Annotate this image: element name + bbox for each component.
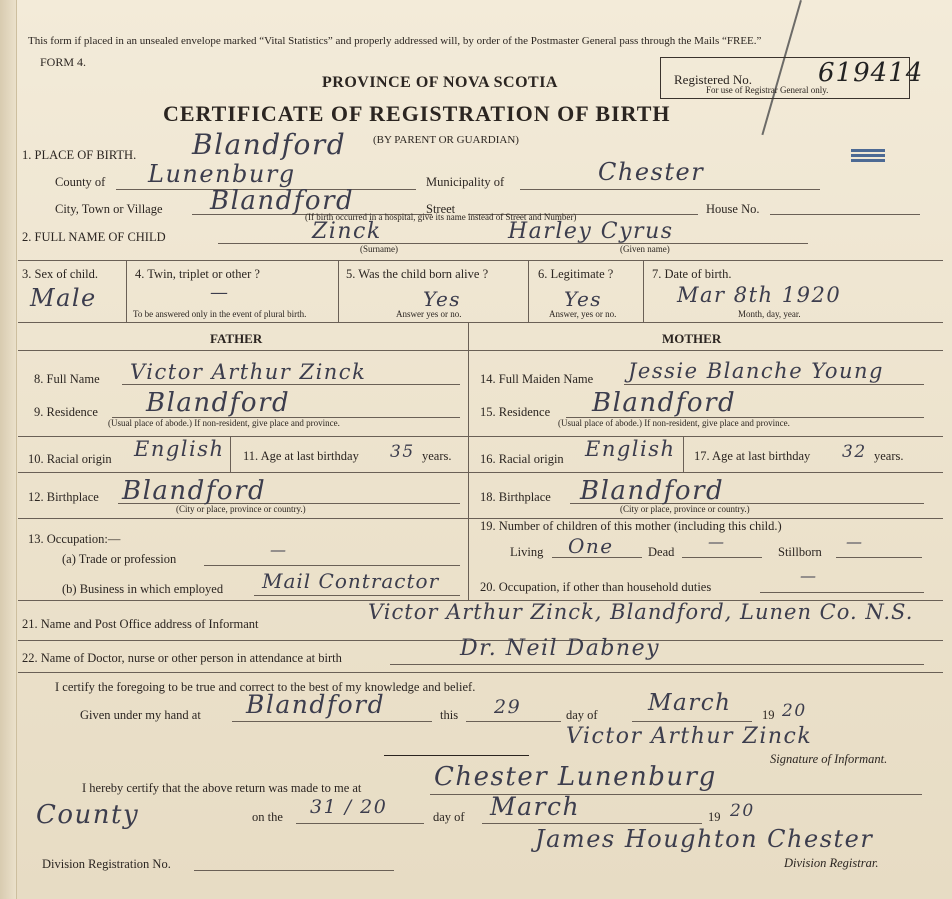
dead-line: [682, 557, 762, 558]
registrar-signature: James Houghton Chester: [535, 825, 874, 853]
rule-row3-top: [18, 260, 943, 261]
alive-note: Answer yes or no.: [396, 309, 462, 319]
trade-value: —: [270, 540, 288, 559]
business-line: [254, 595, 460, 596]
paper-left-edge: [0, 0, 17, 899]
house-number-line: [770, 214, 920, 215]
street-label: Street: [426, 202, 456, 216]
father-occupation-label: 13. Occupation:—: [28, 532, 121, 546]
legitimate-label: 6. Legitimate ?: [538, 267, 614, 281]
dead-value: —: [708, 532, 726, 551]
registrar-statement: I hereby certify that the above return was made to me at: [82, 781, 362, 795]
child-surname: Zinck: [312, 219, 382, 244]
father-birthplace-value: Blandford: [122, 476, 267, 506]
father-heading: FATHER: [210, 331, 263, 346]
by-parent-note: (BY PARENT OR GUARDIAN): [373, 134, 519, 146]
sex-label: 3. Sex of child.: [22, 267, 99, 281]
registered-number: 619414: [818, 58, 924, 88]
mother-occupation-label: 20. Occupation, if other than household duties: [480, 580, 712, 594]
rule-v4: [643, 260, 644, 322]
rule-mother-16-divider: [683, 436, 684, 472]
mother-residence-label: 15. Residence: [480, 405, 551, 419]
father-age-value: 35: [390, 442, 415, 462]
father-age-label: 11. Age at last birthday: [243, 449, 359, 463]
province-heading: PROVINCE OF NOVA SCOTIA: [322, 74, 558, 91]
legitimate-note: Answer, yes or no.: [549, 309, 617, 319]
child-given-name: Harley Cyrus: [508, 219, 674, 244]
mother-residence-value: Blandford: [592, 388, 737, 418]
house-number-label: House No.: [706, 202, 760, 216]
rule-father-10-divider: [230, 436, 231, 472]
living-value: One: [568, 534, 614, 558]
stamp-mark: [851, 147, 885, 165]
registered-label: Registered No.: [674, 72, 752, 87]
division-number-label: Division Registration No.: [42, 857, 171, 871]
father-residence-note: (Usual place of abode.) If non-resident, give place and province.: [108, 418, 340, 428]
father-racial-value: English: [134, 437, 225, 461]
stillborn-label: Stillborn: [778, 545, 822, 559]
mother-birthplace-note: (City or place, province or country.): [620, 504, 750, 514]
doctor-line: [390, 664, 924, 665]
trade-label: (a) Trade or profession: [62, 552, 177, 566]
mother-occupation-value: —: [800, 566, 818, 585]
mother-heading: MOTHER: [662, 331, 722, 346]
father-birthplace-label: 12. Birthplace: [28, 490, 99, 504]
certify-day-of-label: day of: [566, 708, 598, 722]
legitimate-value: Yes: [564, 287, 603, 311]
father-racial-label: 10. Racial origin: [28, 452, 112, 466]
father-name-line: [122, 384, 460, 385]
registrar-day-line: [296, 823, 424, 824]
child-name-label: 2. FULL NAME OF CHILD: [22, 230, 166, 244]
registrar-day-value: 31 / 20: [310, 796, 388, 818]
mother-birthplace-value: Blandford: [580, 476, 725, 506]
mother-birthplace-label: 18. Birthplace: [480, 490, 551, 504]
father-mother-divider: [468, 322, 469, 600]
certify-month-line: [632, 721, 752, 722]
rule-v3: [528, 260, 529, 322]
mother-racial-label: 16. Racial origin: [480, 452, 564, 466]
mother-age-label: 17. Age at last birthday: [694, 449, 811, 463]
informant-value: Victor Arthur Zinck, Blandford, Lunen Co. N.S.: [368, 600, 914, 624]
twin-value: —: [210, 282, 230, 303]
rule-father-13-top: [18, 518, 468, 519]
living-label: Living: [510, 545, 544, 559]
registrar-month-line: [482, 823, 702, 824]
mother-residence-note: (Usual place of abode.) If non-resident, give place and province.: [558, 418, 790, 428]
given-place-line: [232, 721, 432, 722]
doctor-label: 22. Name of Doctor, nurse or other person in attendance at birth: [22, 651, 342, 665]
certify-day-line: [466, 721, 561, 722]
rule-mother-16-bottom: [468, 472, 943, 473]
registrar-year-prefix: 19: [708, 810, 721, 824]
father-years-label: years.: [422, 449, 452, 463]
twin-note: To be answered only in the event of plural birth.: [133, 309, 307, 319]
alive-label: 5. Was the child born alive ?: [346, 267, 489, 281]
rule-father-10-bottom: [18, 472, 468, 473]
division-number-line: [194, 870, 394, 871]
trade-line: [204, 565, 460, 566]
municipality-line: [520, 189, 820, 190]
mother-name-label: 14. Full Maiden Name: [480, 372, 594, 386]
birth-date-label: 7. Date of birth.: [652, 267, 732, 281]
place-of-birth-label: 1. PLACE OF BIRTH.: [22, 148, 137, 162]
dead-label: Dead: [648, 545, 675, 559]
alive-value: Yes: [423, 287, 462, 311]
mother-racial-value: English: [585, 437, 676, 461]
registrar-year-value: 20: [730, 801, 755, 821]
certify-day-value: 29: [494, 696, 522, 718]
informant-label: 21. Name and Post Office address of Informant: [22, 617, 259, 631]
rule-v2: [338, 260, 339, 322]
certify-year-prefix: 19: [762, 708, 775, 722]
county-value: Lunenburg: [148, 160, 296, 188]
informant-signature-caption: Signature of Informant.: [770, 752, 888, 766]
rule-doctor-bottom: [18, 672, 943, 673]
mother-name-line: [624, 384, 924, 385]
registrar-on-the-label: on the: [252, 810, 283, 824]
county-label: County of: [55, 175, 106, 189]
mother-name-value: Jessie Blanche Young: [628, 359, 884, 383]
father-residence-value: Blandford: [146, 388, 291, 418]
page-title: CERTIFICATE OF REGISTRATION OF BIRTH: [163, 101, 671, 126]
given-label: Given under my hand at: [80, 708, 201, 722]
informant-signature: Victor Arthur Zinck: [566, 724, 813, 749]
municipality-label: Municipality of: [426, 175, 505, 189]
children-label: 19. Number of children of this mother (including this child.): [480, 519, 782, 533]
rule-father-10-top: [18, 436, 468, 437]
father-name-value: Victor Arthur Zinck: [130, 360, 367, 384]
rule-mother-16-top: [468, 436, 943, 437]
this-label: this: [440, 708, 459, 722]
place-of-birth-value: Blandford: [192, 128, 347, 161]
stillborn-line: [836, 557, 922, 558]
business-value: Mail Contractor: [262, 569, 440, 593]
doctor-value: Dr. Neil Dabney: [460, 636, 661, 661]
mother-years-label: years.: [874, 449, 904, 463]
sex-value: Male: [30, 284, 97, 312]
given-place-value: Blandford: [246, 690, 386, 719]
certify-year-value: 20: [782, 701, 807, 721]
city-value: Blandford: [210, 186, 355, 216]
surname-caption: (Surname): [360, 244, 398, 254]
registrar-note: For use of Registrar General only.: [706, 85, 829, 95]
certify-statement: I certify the foregoing to be true and correct to the best of my knowledge and belief.: [55, 680, 476, 694]
hospital-note: (If birth occurred in a hospital, give its name instead of Street and Number): [305, 212, 577, 222]
registrar-signature-caption: Division Registrar.: [784, 856, 879, 870]
rule-heading-bottom: [18, 350, 943, 351]
certify-month-value: March: [648, 690, 732, 716]
registrar-month-value: March: [490, 792, 581, 821]
stillborn-value: —: [846, 532, 864, 551]
father-name-label: 8. Full Name: [34, 372, 100, 386]
postal-notice: This form if placed in an unsealed envelope marked “Vital Statistics” and properly addressed will, by order of the Postmaster General pass through the Mails “FREE.”: [28, 35, 762, 47]
mother-age-value: 32: [842, 442, 867, 462]
registrar-county-value: County: [36, 800, 140, 830]
twin-label: 4. Twin, triplet or other ?: [135, 267, 260, 281]
municipality-value: Chester: [598, 158, 705, 186]
birth-date-value: Mar 8th 1920: [677, 283, 842, 307]
business-label: (b) Business in which employed: [62, 582, 224, 596]
father-birthplace-note: (City or place, province or country.): [176, 504, 306, 514]
certify-divider: [384, 755, 529, 756]
given-name-caption: (Given name): [620, 244, 670, 254]
city-label: City, Town or Village: [55, 202, 163, 216]
form-number: FORM 4.: [40, 55, 87, 69]
rule-row3-bottom: [18, 322, 943, 323]
registrar-day-of-label: day of: [433, 810, 465, 824]
registrar-place-value: Chester Lunenburg: [434, 762, 717, 792]
father-residence-label: 9. Residence: [34, 405, 98, 419]
birth-date-note: Month, day, year.: [738, 309, 801, 319]
mother-occupation-line: [760, 592, 924, 593]
rule-v1: [126, 260, 127, 322]
